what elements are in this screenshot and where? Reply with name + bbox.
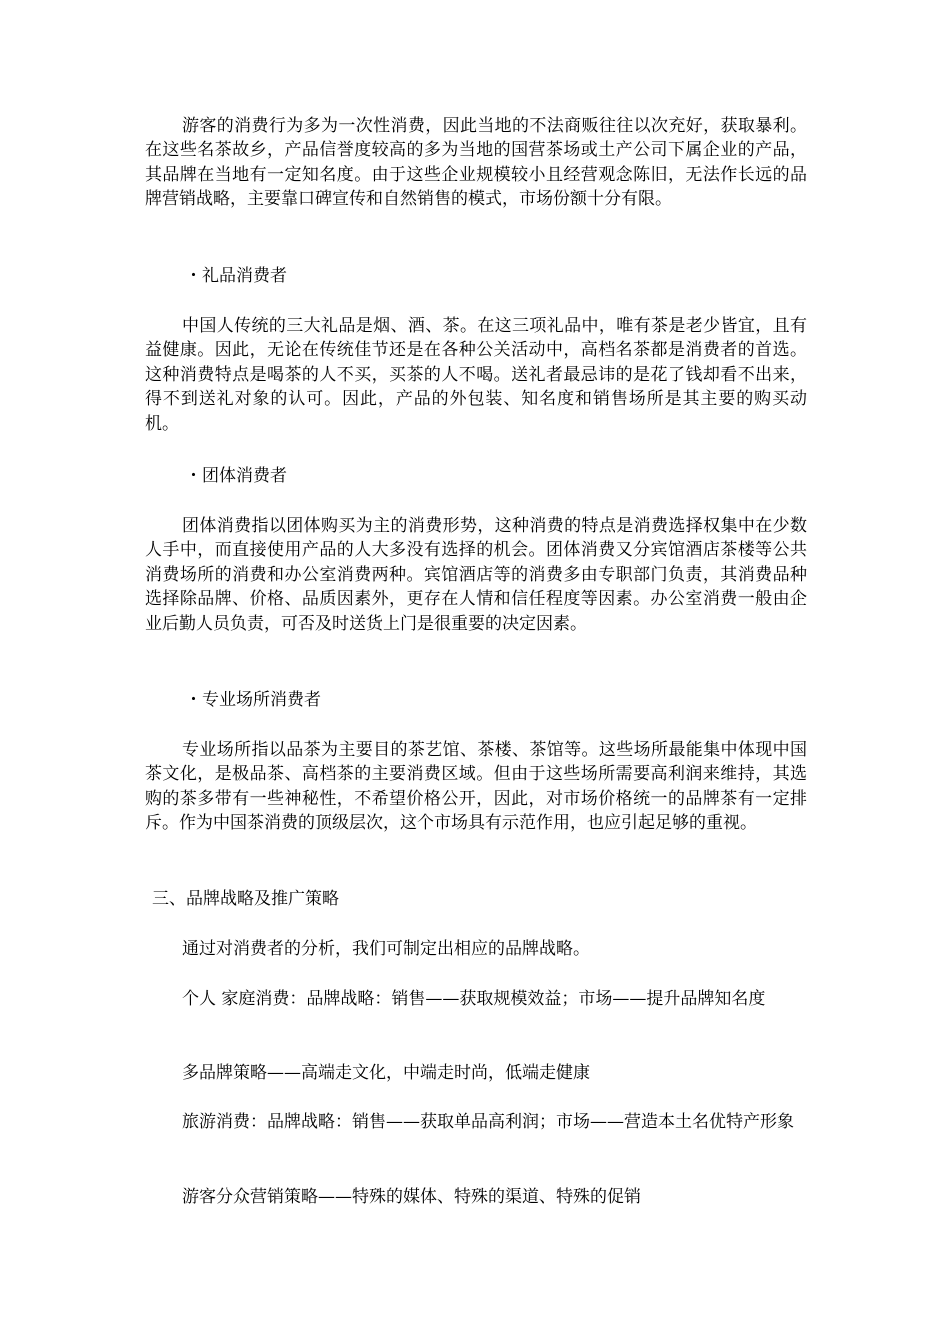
paragraph-venue-consumers: 专业场所指以品茶为主要目的茶艺馆、茶楼、茶馆等。这些场所最能集中体现中国茶文化，是极品茶、高档茶的主要消费区域。但由于这些场所需要高利润来维持，其选购的茶多带有一些神秘性，不希望价格公开，因此，对市场价格统一的品牌茶有一定排斥。作为中国茶消费的顶级层次，这个市场具有示范作用，也应引起足够的重视。 <box>145 740 807 834</box>
section-heading-brand-strategy: 三、品牌战略及推广策略 <box>152 889 339 909</box>
heading-gift-consumers: ・礼品消费者 <box>185 266 287 286</box>
heading-venue-consumers: ・专业场所消费者 <box>185 690 321 710</box>
paragraph-tourist-behavior: 游客的消费行为多为一次性消费，因此当地的不法商贩往往以次充好，获取暴利。在这些名茶故乡，产品信誉度较高的多为当地的国营茶场或土产公司下属企业的产品，其品牌在当地有一定知名度。由于这些企业规模较小且经营观念陈旧，无法作长远的品牌营销战略，主要靠口碑宣传和自然销售的模式，市场份额十分有限。 <box>145 116 807 210</box>
paragraph-tourist-marketing: 游客分众营销策略——特殊的媒体、特殊的渠道、特殊的促销 <box>182 1187 641 1207</box>
paragraph-group-consumers: 团体消费指以团体购买为主的消费形势，这种消费的特点是消费选择权集中在少数人手中，而直接使用产品的人大多没有选择的机会。团体消费又分宾馆酒店茶楼等公共消费场所的消费和办公室消费两种。宾馆酒店等的消费多由专职部门负责，其消费品种选择除品牌、价格、品质因素外，更存在人情和信任程度等因素。办公室消费一般由企业后勤人员负责，可否及时送货上门是很重要的决定因素。 <box>145 516 807 634</box>
paragraph-tourism-consumption: 旅游消费：品牌战略：销售——获取单品高利润；市场——营造本土名优特产形象 <box>182 1112 794 1132</box>
paragraph-family-consumption: 个人 家庭消费：品牌战略：销售——获取规模效益；市场——提升品牌知名度 <box>182 989 766 1009</box>
paragraph-analysis-intro: 通过对消费者的分析，我们可制定出相应的品牌战略。 <box>182 939 590 959</box>
paragraph-gift-consumers: 中国人传统的三大礼品是烟、酒、茶。在这三项礼品中，唯有茶是老少皆宜，且有益健康。因此，无论在传统佳节还是在各种公关活动中，高档名茶都是消费者的首选。这种消费特点是喝茶的人不买，买茶的人不喝。送礼者最忌讳的是花了钱却看不出来，得不到送礼对象的认可。因此，产品的外包装、知名度和销售场所是其主要的购买动机。 <box>145 316 807 434</box>
paragraph-multi-brand-strategy: 多品牌策略——高端走文化，中端走时尚，低端走健康 <box>182 1063 590 1083</box>
heading-group-consumers: ・团体消费者 <box>185 466 287 486</box>
